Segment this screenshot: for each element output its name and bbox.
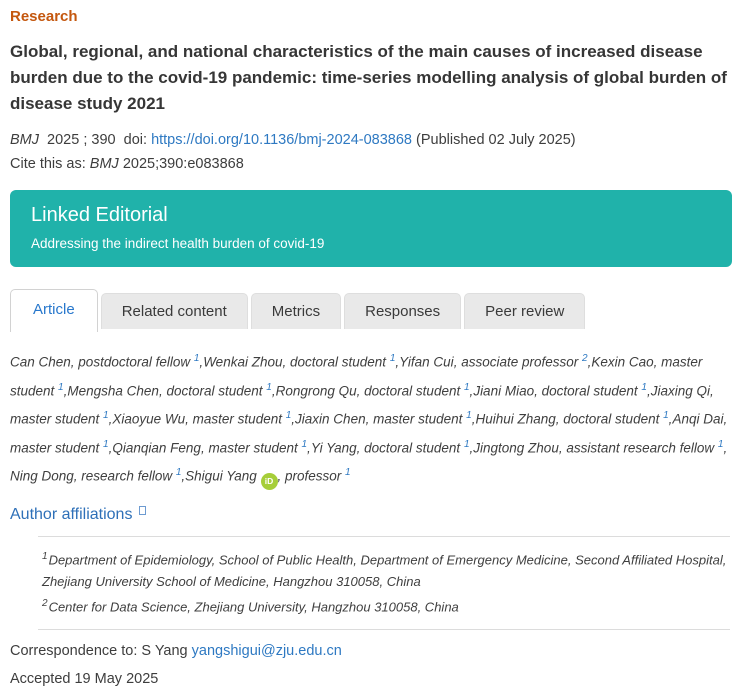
correspondence-line [10,643,730,659]
author-affiliation-ref[interactable]: 1 [103,410,109,421]
correspondence-email-link[interactable]: yangshigui@zju.edu.cn [191,643,342,660]
author-affiliation-ref[interactable]: 1 [301,438,308,450]
author-affiliations-toggle[interactable] [10,506,730,524]
tab-related-content[interactable]: Related content [101,293,248,329]
affiliation-number: 2 [42,597,48,609]
doi-link[interactable]: https://doi.org/10.1136/bmj-2024-083868 [151,132,412,148]
cite-as-line [10,156,730,172]
tab-metrics[interactable]: Metrics [251,293,341,329]
orcid-icon[interactable]: iD [261,473,278,490]
author-name: Huihui Zhang [475,411,556,427]
author-affiliation-ref[interactable]: 1 [175,467,182,478]
linked-editorial-subtitle[interactable]: Addressing the indirect health burden of covid-19 [31,236,325,251]
tab-bar [10,289,730,332]
cite-as-label: Cite this as: [10,156,86,172]
author-affiliation-ref[interactable]: 1 [466,410,472,421]
correspondence-label: Correspondence to: S Yang [10,643,188,660]
author-name: Yi Yang [310,440,357,455]
expand-icon [139,506,146,515]
author-affiliation-ref[interactable]: 1 [193,353,200,364]
citation-volume: 2025 ; 390 [47,132,116,148]
author-affiliations-label: Author affiliations [10,505,133,523]
published-date: (Published 02 July 2025) [416,132,576,148]
author-name: Wenkai Zhou [203,354,283,370]
accepted-date: Accepted 19 May 2025 [10,671,159,687]
section-kicker: Research [10,8,78,25]
author-name: Can Chen [10,354,71,370]
journal-name: BMJ [10,132,39,148]
linked-editorial-banner[interactable] [10,190,732,267]
affiliation-item: $^2$Center for Data Science, Zhejiang University, Hangzhou 310058, China [42,597,459,615]
affiliation-list [38,536,730,631]
author-affiliation-ref[interactable]: 2 [582,353,588,364]
author-affiliation-ref[interactable]: 1 [345,467,351,478]
cite-as-journal: BMJ [89,156,119,172]
author-name: Jiani Miao [473,383,535,398]
article-title: Global, regional, and national characteristics of the main causes of increased disease burden due to the covid-19 pandemic: time-series modelling analysis of global burden of disease study 2021 [10,42,727,113]
author-affiliation-ref[interactable]: 1 [58,381,64,393]
citation-line [10,132,730,148]
author-affiliation-ref[interactable]: 1 [641,381,647,393]
author-name: Ning Dong [10,468,74,484]
author-affiliation-ref[interactable]: 1 [663,410,669,421]
author-affiliation-ref[interactable]: 1 [103,438,109,450]
author-affiliation-ref[interactable]: 1 [717,438,724,450]
author-name: Shigui Yang [185,468,257,484]
author-name: Qianqian Feng [112,440,201,455]
tab-peer-review[interactable]: Peer review [464,293,585,329]
author-affiliation-ref[interactable]: 1 [266,381,272,393]
author-name: Xiaoyue Wu [112,411,186,427]
affiliation-number: 1 [42,550,48,562]
author-affiliation-ref[interactable]: 1 [389,353,396,364]
author-name: Anqi Dai [672,411,724,427]
tab-article[interactable]: Article [10,289,98,332]
author-name: Mengsha Chen [67,383,159,398]
tab-responses[interactable]: Responses [344,293,461,329]
linked-editorial-title: Linked Editorial [31,204,168,226]
author-name: Jiaxing Qi [650,383,711,398]
affiliation-item: $^1$Department of Epidemiology, School of Public Health, Department of Emergency Medicine, Second Affiliated Hospital, Zhejiang University School of Medicine, Hangzhou 310058, China [42,550,727,589]
author-name: Rongrong Qu [275,383,357,398]
cite-as-ref: 2025;390:e083868 [122,156,244,172]
author-name: Jiaxin Chen [295,411,366,427]
author-affiliation-ref[interactable]: 1 [285,410,292,421]
doi-label: doi: [123,132,148,148]
author-list: Can Chen, postdoctoral fellow $^1$,​Wenkai Zhou, doctoral student $^1$,​Yifan Cui, associate professor $^2$,​Kexin Cao, master student $^1$,​Mengsha Chen, doctoral student $^1$,​Rongrong Qu, doctoral student $^1$,​Jiani Miao, doctoral student $^1$,​Jiaxing Qi, master student $^1$,​Xiaoyue Wu, master student $^1$,​Jiaxin Chen, master student $^1$,​Huihui Zhang, doctoral student $^1$,​Anqi Dai, master student $^1$,​Qianqian Feng, master student $^1$,​Yi Yang, doctoral student $^1$,​Jingtong Zhou, assistant research fellow $^1$,​Ning Dong, research fellow $^1$,​Shigui Yang iD , professor $^1$ [10,346,730,490]
author-name: Jingtong Zhou [473,440,559,455]
author-affiliation-ref[interactable]: 1 [463,381,470,393]
author-affiliation-ref[interactable]: 1 [463,438,470,450]
author-name: Yifan Cui [399,354,454,370]
author-name: Kexin Cao [591,354,654,370]
